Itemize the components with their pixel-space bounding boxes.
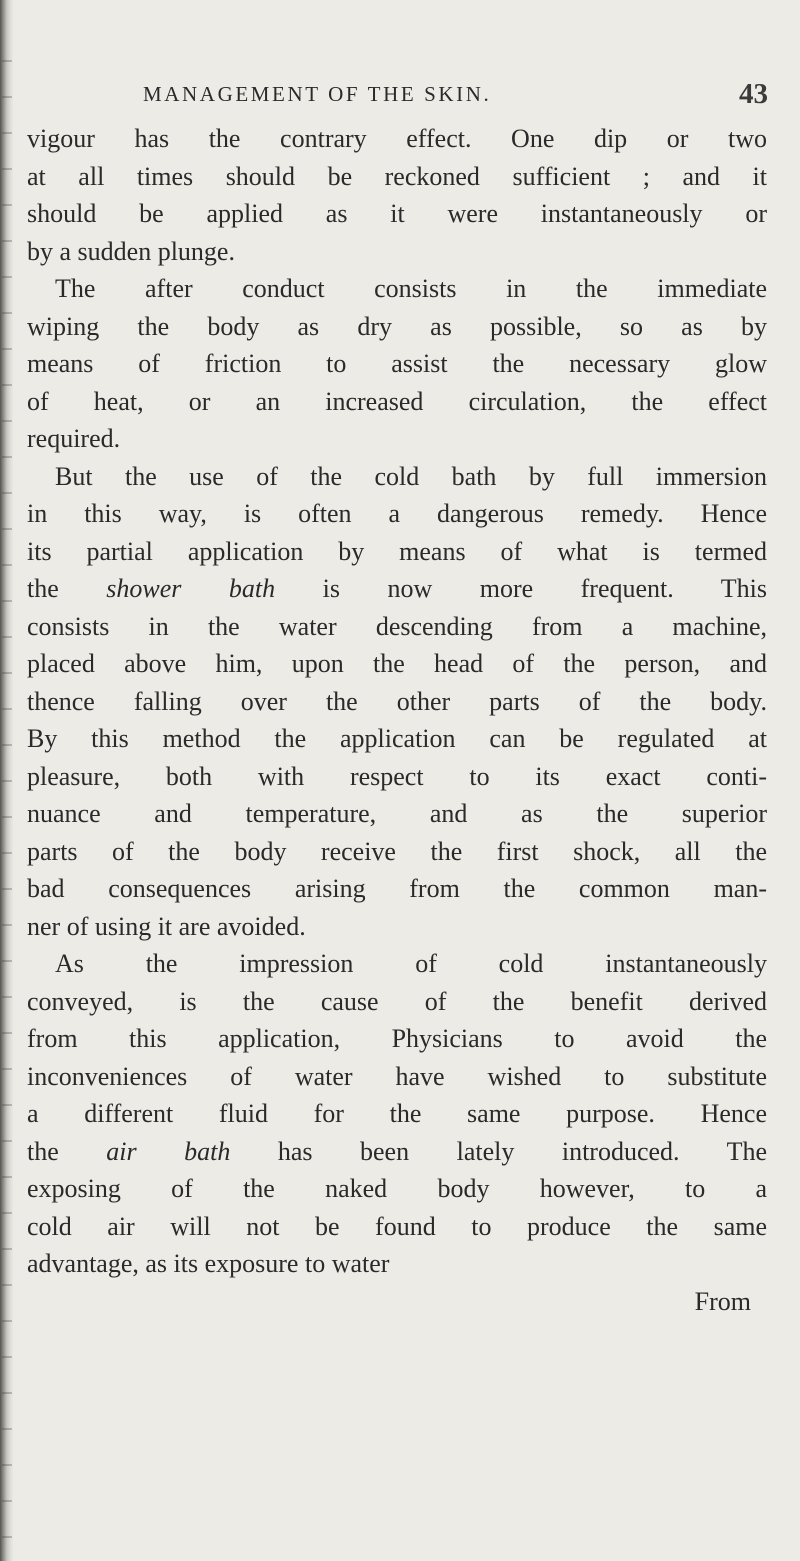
- text-line: ner of using it are avoided.: [27, 911, 306, 941]
- text-line: cold air will not be found to produce the same: [27, 1211, 767, 1241]
- text-line: consists in the water descending from a machine,: [27, 611, 767, 641]
- paragraph-start-line: But the use of the cold bath by full immersion: [55, 461, 767, 491]
- text-line: pleasure, both with respect to its exact conti-: [27, 761, 767, 791]
- paragraph-start-line: As the impression of cold instantaneously: [55, 949, 767, 978]
- text-line: exposing of the naked body however, to a: [27, 1174, 767, 1203]
- line-prefix: the: [27, 574, 107, 603]
- text-line: by a sudden plunge.: [27, 236, 235, 266]
- text-line: advantage, as its exposure to water: [27, 1249, 390, 1278]
- text-line: bad consequences arising from the common man-: [27, 874, 767, 903]
- text-line: placed above him, upon the head of the person, and: [27, 649, 767, 678]
- paragraph-start-line: The after conduct consists in the immediate: [55, 274, 767, 303]
- text-line: at all times should be reckoned sufficient ; and it: [27, 161, 767, 191]
- text-line: in this way, is often a dangerous remedy. Hence: [27, 499, 767, 528]
- text-line: required.: [27, 424, 121, 453]
- line-prefix: the: [27, 1136, 107, 1166]
- page-number: 43: [739, 78, 768, 110]
- text-line: inconveniences of water have wished to substitute: [27, 1061, 767, 1091]
- binding-stitch-marks: [2, 60, 12, 1540]
- text-line: means of friction to assist the necessary glow: [27, 349, 767, 378]
- page-header: [143, 78, 768, 118]
- line-suffix: has been lately introduced. The: [230, 1136, 767, 1166]
- text-line: wiping the body as dry as possible, so as by: [27, 311, 767, 341]
- text-line-with-emphasis: [27, 570, 767, 608]
- text-line: of heat, or an increased circulation, the effect: [27, 386, 767, 416]
- text-line: parts of the body receive the first shock, all the: [27, 836, 767, 866]
- text-line-with-emphasis: [27, 1133, 767, 1171]
- body-text: [27, 120, 767, 1320]
- emphasis-shower-bath: shower bath: [106, 574, 276, 603]
- text-line: a different fluid for the same purpose. Hence: [27, 1099, 767, 1128]
- text-line: thence falling over the other parts of the body.: [27, 686, 767, 716]
- text-line: should be applied as it were instantaneously or: [27, 199, 767, 228]
- text-line: conveyed, is the cause of the benefit derived: [27, 986, 767, 1016]
- text-line: By this method the application can be regulated at: [27, 724, 767, 753]
- text-line: nuance and temperature, and as the superior: [27, 799, 767, 828]
- running-head: MANAGEMENT OF THE SKIN.: [143, 82, 492, 106]
- line-suffix: is now more frequent. This: [275, 574, 767, 603]
- text-line: vigour has the contrary effect. One dip or two: [27, 124, 767, 153]
- text-line: its partial application by means of what is termed: [27, 536, 767, 566]
- emphasis-air-bath: air bath: [106, 1136, 231, 1166]
- text-line: from this application, Physicians to avoid the: [27, 1024, 767, 1053]
- catchword: From: [694, 1286, 751, 1316]
